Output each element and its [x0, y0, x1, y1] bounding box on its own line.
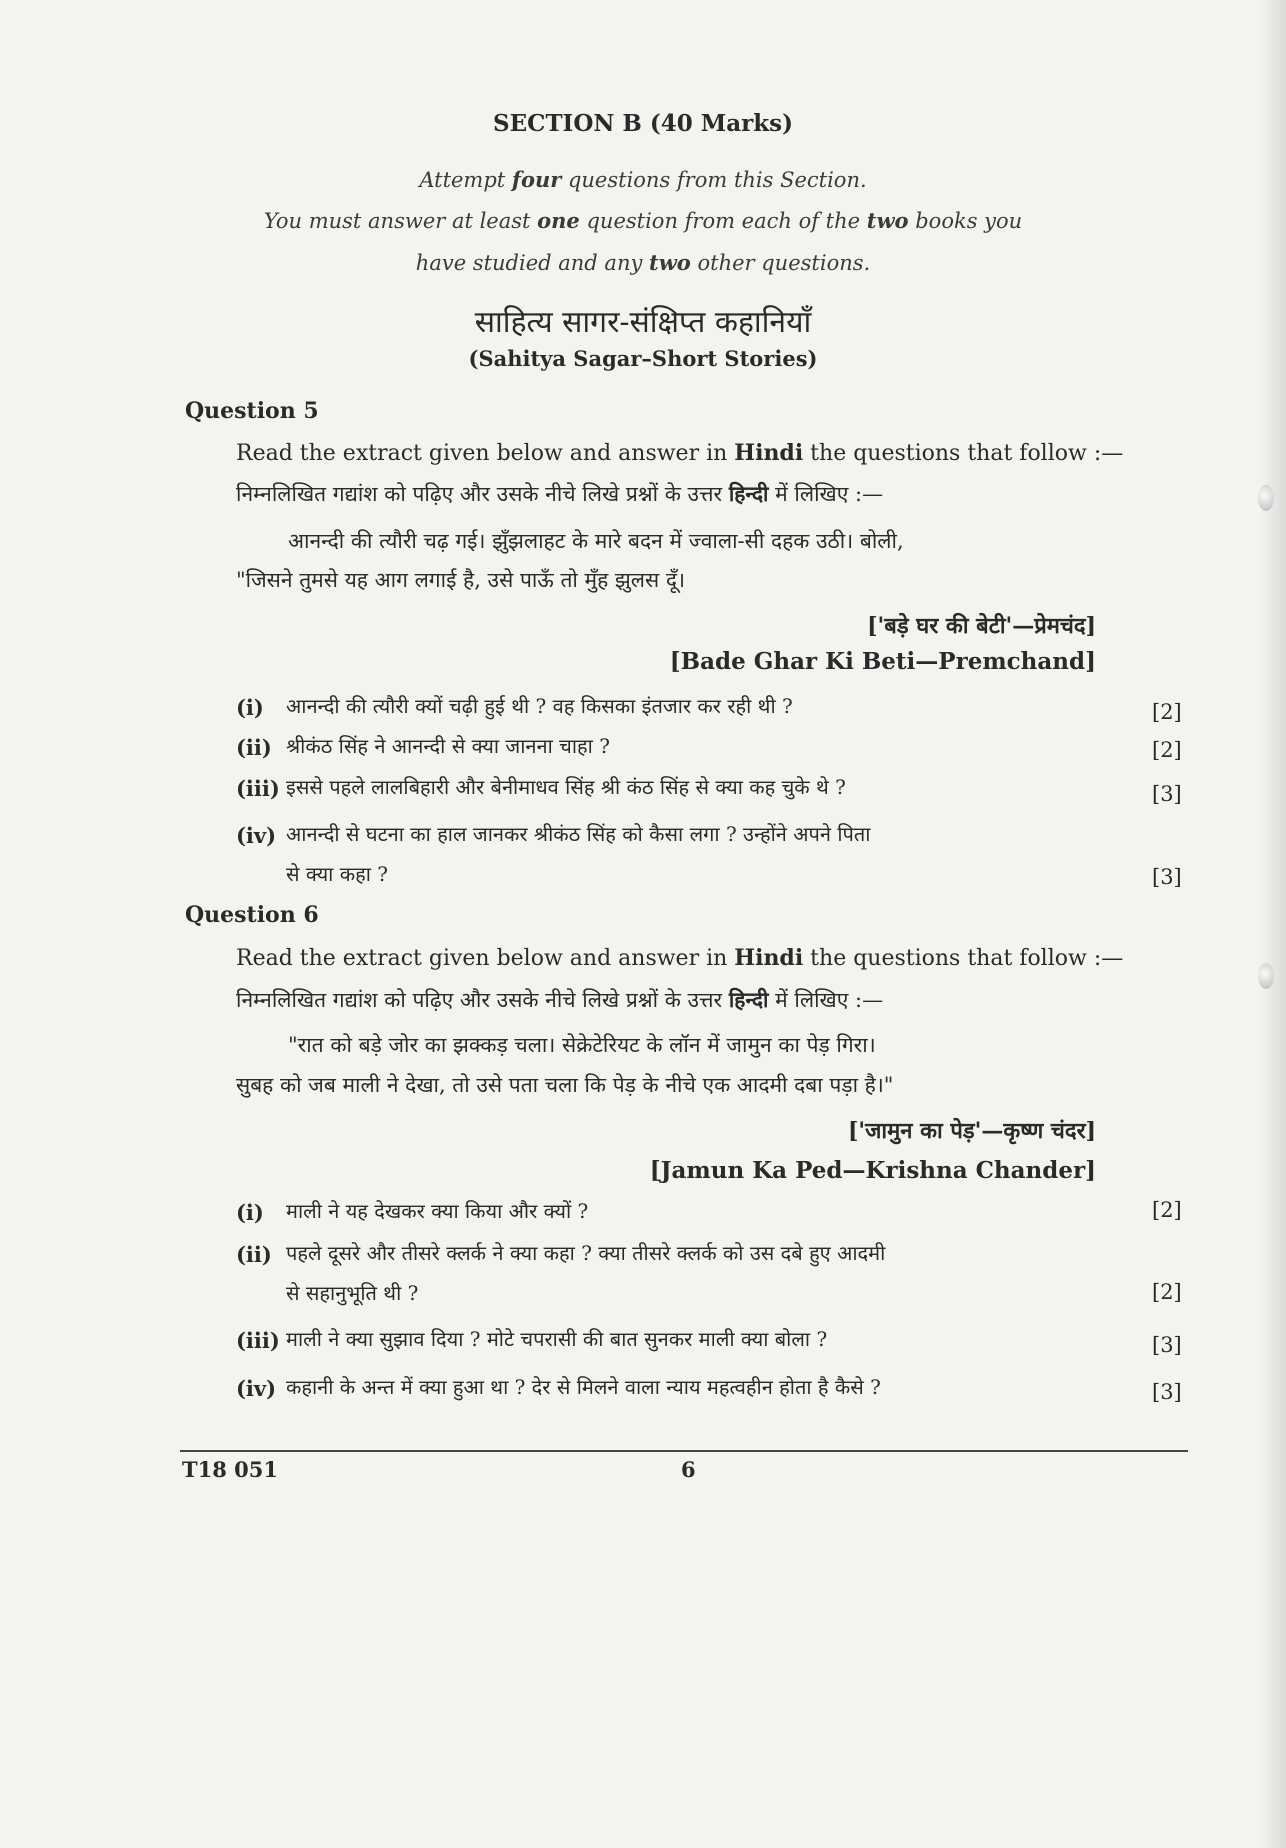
q6-item-number: (i) — [236, 1200, 264, 1225]
q6-attribution-english: [Jamun Ka Ped—Krishna Chander] — [649, 1157, 1096, 1184]
q5-extract-line-1: आनन्दी की त्यौरी चढ़ गई। झुँझलाहट के मारे बदन में ज्वाला-सी दहक उठी। बोली, — [288, 529, 904, 553]
q5-item-text-continued: से क्या कहा ? — [286, 862, 388, 886]
q5-item-text: इससे पहले लालबिहारी और बेनीमाधव सिंह श्री कंठ सिंह से क्या कह चुके थे ? — [286, 775, 846, 799]
q5-item-number: (ii) — [236, 735, 272, 760]
binding-hole — [1258, 485, 1274, 511]
q5-item-text: आनन्दी से घटना का हाल जानकर श्रीकंठ सिंह को कैसा लगा ? उन्होंने अपने पिता — [286, 822, 871, 846]
page-number: 6 — [681, 1457, 696, 1482]
q6-item-marks: [2] — [1152, 1198, 1182, 1222]
q6-item-number: (iii) — [236, 1328, 280, 1353]
instruction-line-1: Attempt four questions from this Section. — [419, 167, 867, 192]
instruction-line-3: have studied and any two other questions. — [415, 250, 871, 275]
book-hindi-title: साहित्य सागर-संक्षिप्त कहानियाँ — [474, 305, 812, 340]
q5-item-number: (iv) — [236, 823, 277, 848]
q6-item-marks: [3] — [1152, 1333, 1182, 1357]
q6-item-text: माली ने यह देखकर क्या किया और क्यों ? — [286, 1199, 589, 1223]
question-5-heading: Question 5 — [185, 398, 319, 424]
binding-hole — [1258, 963, 1274, 989]
paper-code: T18 051 — [182, 1457, 278, 1482]
book-english-title: (Sahitya Sagar–Short Stories) — [468, 346, 818, 371]
footer-rule — [180, 1450, 1188, 1452]
q6-item-marks: [3] — [1152, 1380, 1182, 1404]
q6-item-text: माली ने क्या सुझाव दिया ? मोटे चपरासी की बात सुनकर माली क्या बोला ? — [286, 1327, 828, 1351]
page-edge-shadow — [1260, 0, 1286, 1848]
q5-attribution-hindi: ['बड़े घर की बेटी'—प्रेमचंद] — [867, 613, 1096, 639]
instruction-line-2: You must answer at least one question from each of the two books you — [263, 208, 1023, 233]
q5-item-text: आनन्दी की त्यौरी क्यों चढ़ी हुई थी ? वह किसका इंतजार कर रही थी ? — [286, 694, 793, 718]
q6-extract-line-2: सुबह को जब माली ने देखा, तो उसे पता चला कि पेड़ के नीचे एक आदमी दबा पड़ा है।" — [236, 1073, 894, 1097]
q5-item-marks: [2] — [1152, 738, 1182, 762]
q5-instruction-en: Read the extract given below and answer in Hindi the questions that follow :— — [236, 440, 1124, 466]
q6-instruction-hi: निम्नलिखित गद्यांश को पढ़िए और उसके नीचे लिखे प्रश्नों के उत्तर हिन्दी में लिखिए :— — [236, 987, 884, 1012]
q6-item-text: कहानी के अन्त में क्या हुआ था ? देर से मिलने वाला न्याय महत्वहीन होता है कैसे ? — [286, 1375, 881, 1399]
q5-item-marks: [3] — [1152, 782, 1182, 806]
q6-item-text: पहले दूसरे और तीसरे क्लर्क ने क्या कहा ? क्या तीसरे क्लर्क को उस दबे हुए आदमी — [286, 1241, 886, 1265]
q6-item-text-continued: से सहानुभूति थी ? — [286, 1281, 419, 1305]
section-title: SECTION B (40 Marks) — [493, 110, 793, 137]
q6-attribution-hindi: ['जामुन का पेड़'—कृष्ण चंदर] — [847, 1118, 1096, 1144]
q5-attribution-english: [Bade Ghar Ki Beti—Premchand] — [669, 648, 1096, 675]
q6-extract-line-1: "रात को बड़े जोर का झक्कड़ चला। सेक्रेटेरियट के लॉन में जामुन का पेड़ गिरा। — [288, 1033, 876, 1057]
q5-item-text: श्रीकंठ सिंह ने आनन्दी से क्या जानना चाहा ? — [286, 734, 610, 758]
q5-item-marks: [2] — [1152, 700, 1182, 724]
q5-item-number: (i) — [236, 695, 264, 720]
q5-item-number: (iii) — [236, 776, 280, 801]
question-6-heading: Question 6 — [185, 902, 319, 928]
q6-item-number: (ii) — [236, 1242, 272, 1267]
q5-item-marks: [3] — [1152, 865, 1182, 889]
q6-item-marks: [2] — [1152, 1280, 1182, 1304]
q6-item-number: (iv) — [236, 1376, 277, 1401]
q6-instruction-en: Read the extract given below and answer in Hindi the questions that follow :— — [236, 945, 1124, 971]
q5-extract-line-2: "जिसने तुमसे यह आग लगाई है, उसे पाऊँ तो मुँह झुलस दूँ। — [236, 568, 686, 592]
q5-instruction-hi: निम्नलिखित गद्यांश को पढ़िए और उसके नीचे लिखे प्रश्नों के उत्तर हिन्दी में लिखिए :— — [236, 481, 884, 506]
